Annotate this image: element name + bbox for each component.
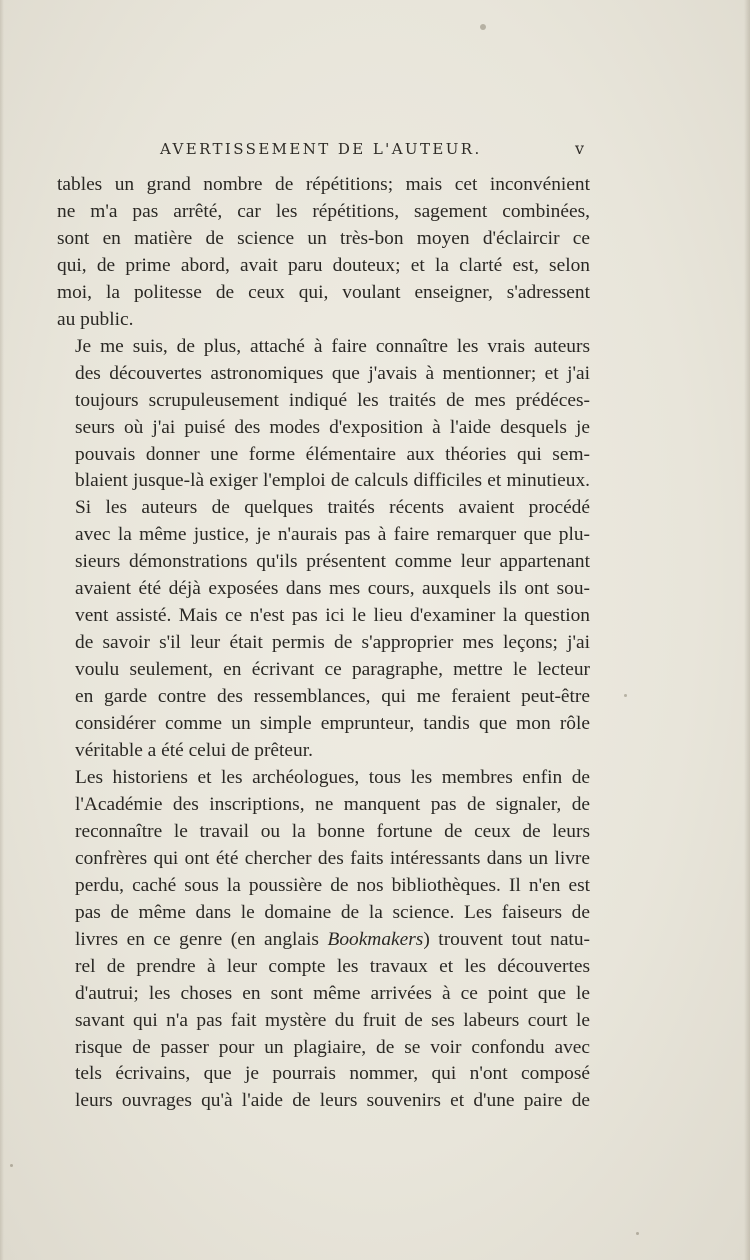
text-line: leurs ouvrages qu'à l'aide de leurs souvenirs et d'une paire de (75, 1090, 590, 1112)
text-line: tables un grand nombre de répétitions; mais cet inconvénient (57, 174, 590, 195)
paper-speck (480, 24, 486, 30)
text-line: perdu, caché sous la poussière de nos bibliothèques. Il n'en est (75, 874, 590, 896)
text-line: risque de passer pour un plagiaire, de se voir confondu avec (75, 1036, 590, 1058)
paper-speck (636, 1232, 639, 1235)
text-line: tels écrivains, que je pourrais nommer, qui n'ont composé (75, 1063, 590, 1085)
text-line: vent assisté. Mais ce n'est pas ici le lieu d'examiner la question (75, 605, 590, 627)
italic-term: Bookmakers (327, 928, 424, 950)
running-header-title: AVERTISSEMENT DE L'AUTEUR. (160, 140, 482, 158)
text-line: reconnaître le travail ou la bonne fortune de ceux de leurs (75, 820, 590, 842)
paragraph-1 (57, 172, 590, 334)
page-right-edge (744, 0, 750, 1260)
text-line: véritable a été celui de prêteur. (75, 740, 313, 762)
text-line: avec la même justice, je n'aurais pas à faire remarquer que plu- (75, 524, 590, 546)
paper-speck (10, 1164, 13, 1167)
text-line: qui, de prime abord, avait paru douteux; et la clarté est, selon (57, 254, 590, 276)
page-left-edge (0, 0, 4, 1260)
paper-speck (624, 694, 627, 697)
text-line: confrères qui ont été chercher des faits intéressants dans un livre (75, 847, 590, 869)
text-line: rel de prendre à leur compte les travaux et les découvertes (75, 955, 590, 977)
text-line: toujours scrupuleusement indiqué les traités de mes prédéces- (75, 389, 590, 411)
text-line: voulu seulement, en écrivant ce paragraphe, mettre le lecteur (75, 659, 590, 681)
text-fragment: ) trouvent tout natu- (423, 928, 590, 950)
body-text (57, 172, 590, 1115)
text-line: d'autrui; les choses en sont même arrivées à ce point que le (75, 982, 590, 1004)
text-line: au public. (57, 308, 134, 330)
text-line: blaient jusque-là exiger l'emploi de calculs difficiles et minutieux. (75, 470, 590, 492)
text-line: des découvertes astronomiques que j'avais à mentionner; et j'ai (75, 362, 590, 384)
text-line: ne m'a pas arrêté, car les répétitions, sagement combinées, (57, 200, 590, 222)
text-line: savant qui n'a pas fait mystère du fruit de ses labeurs court le (75, 1009, 590, 1031)
paragraph-3 (57, 495, 590, 765)
paragraph-4 (57, 765, 590, 1115)
text-line: Les historiens et les archéologues, tous les membres enfin de (75, 766, 590, 788)
text-line: pas de même dans le domaine de la science. Les faiseurs de (75, 901, 590, 923)
text-fragment: livres en ce genre (en anglais (75, 928, 328, 950)
page-number: v (575, 139, 585, 158)
text-line: l'Académie des inscriptions, ne manquent pas de signaler, de (75, 793, 590, 815)
text-line: seurs où j'ai puisé des modes d'exposition à l'aide desquels je (75, 416, 590, 438)
text-line: de savoir s'il leur était permis de s'approprier mes leçons; j'ai (75, 632, 590, 654)
paragraph-2 (57, 334, 590, 496)
text-line: moi, la politesse de ceux qui, voulant enseigner, s'adressent (57, 281, 590, 303)
text-line (57, 927, 590, 954)
text-line: considérer comme un simple emprunteur, tandis que mon rôle (75, 713, 590, 735)
text-line: en garde contre des ressemblances, qui me feraient peut-être (75, 686, 590, 708)
text-line: Si les auteurs de quelques traités récents avaient procédé (75, 497, 590, 519)
text-line: pouvais donner une forme élémentaire aux théories qui sem- (75, 443, 590, 465)
text-line: sont en matière de science un très-bon moyen d'éclaircir ce (57, 227, 590, 249)
text-line: sieurs démonstrations qu'ils présentent comme leur appartenant (75, 551, 590, 573)
text-line: avaient été déjà exposées dans mes cours, auxquels ils ont sou- (75, 578, 590, 600)
text-line: Je me suis, de plus, attaché à faire connaître les vrais auteurs (75, 335, 590, 357)
